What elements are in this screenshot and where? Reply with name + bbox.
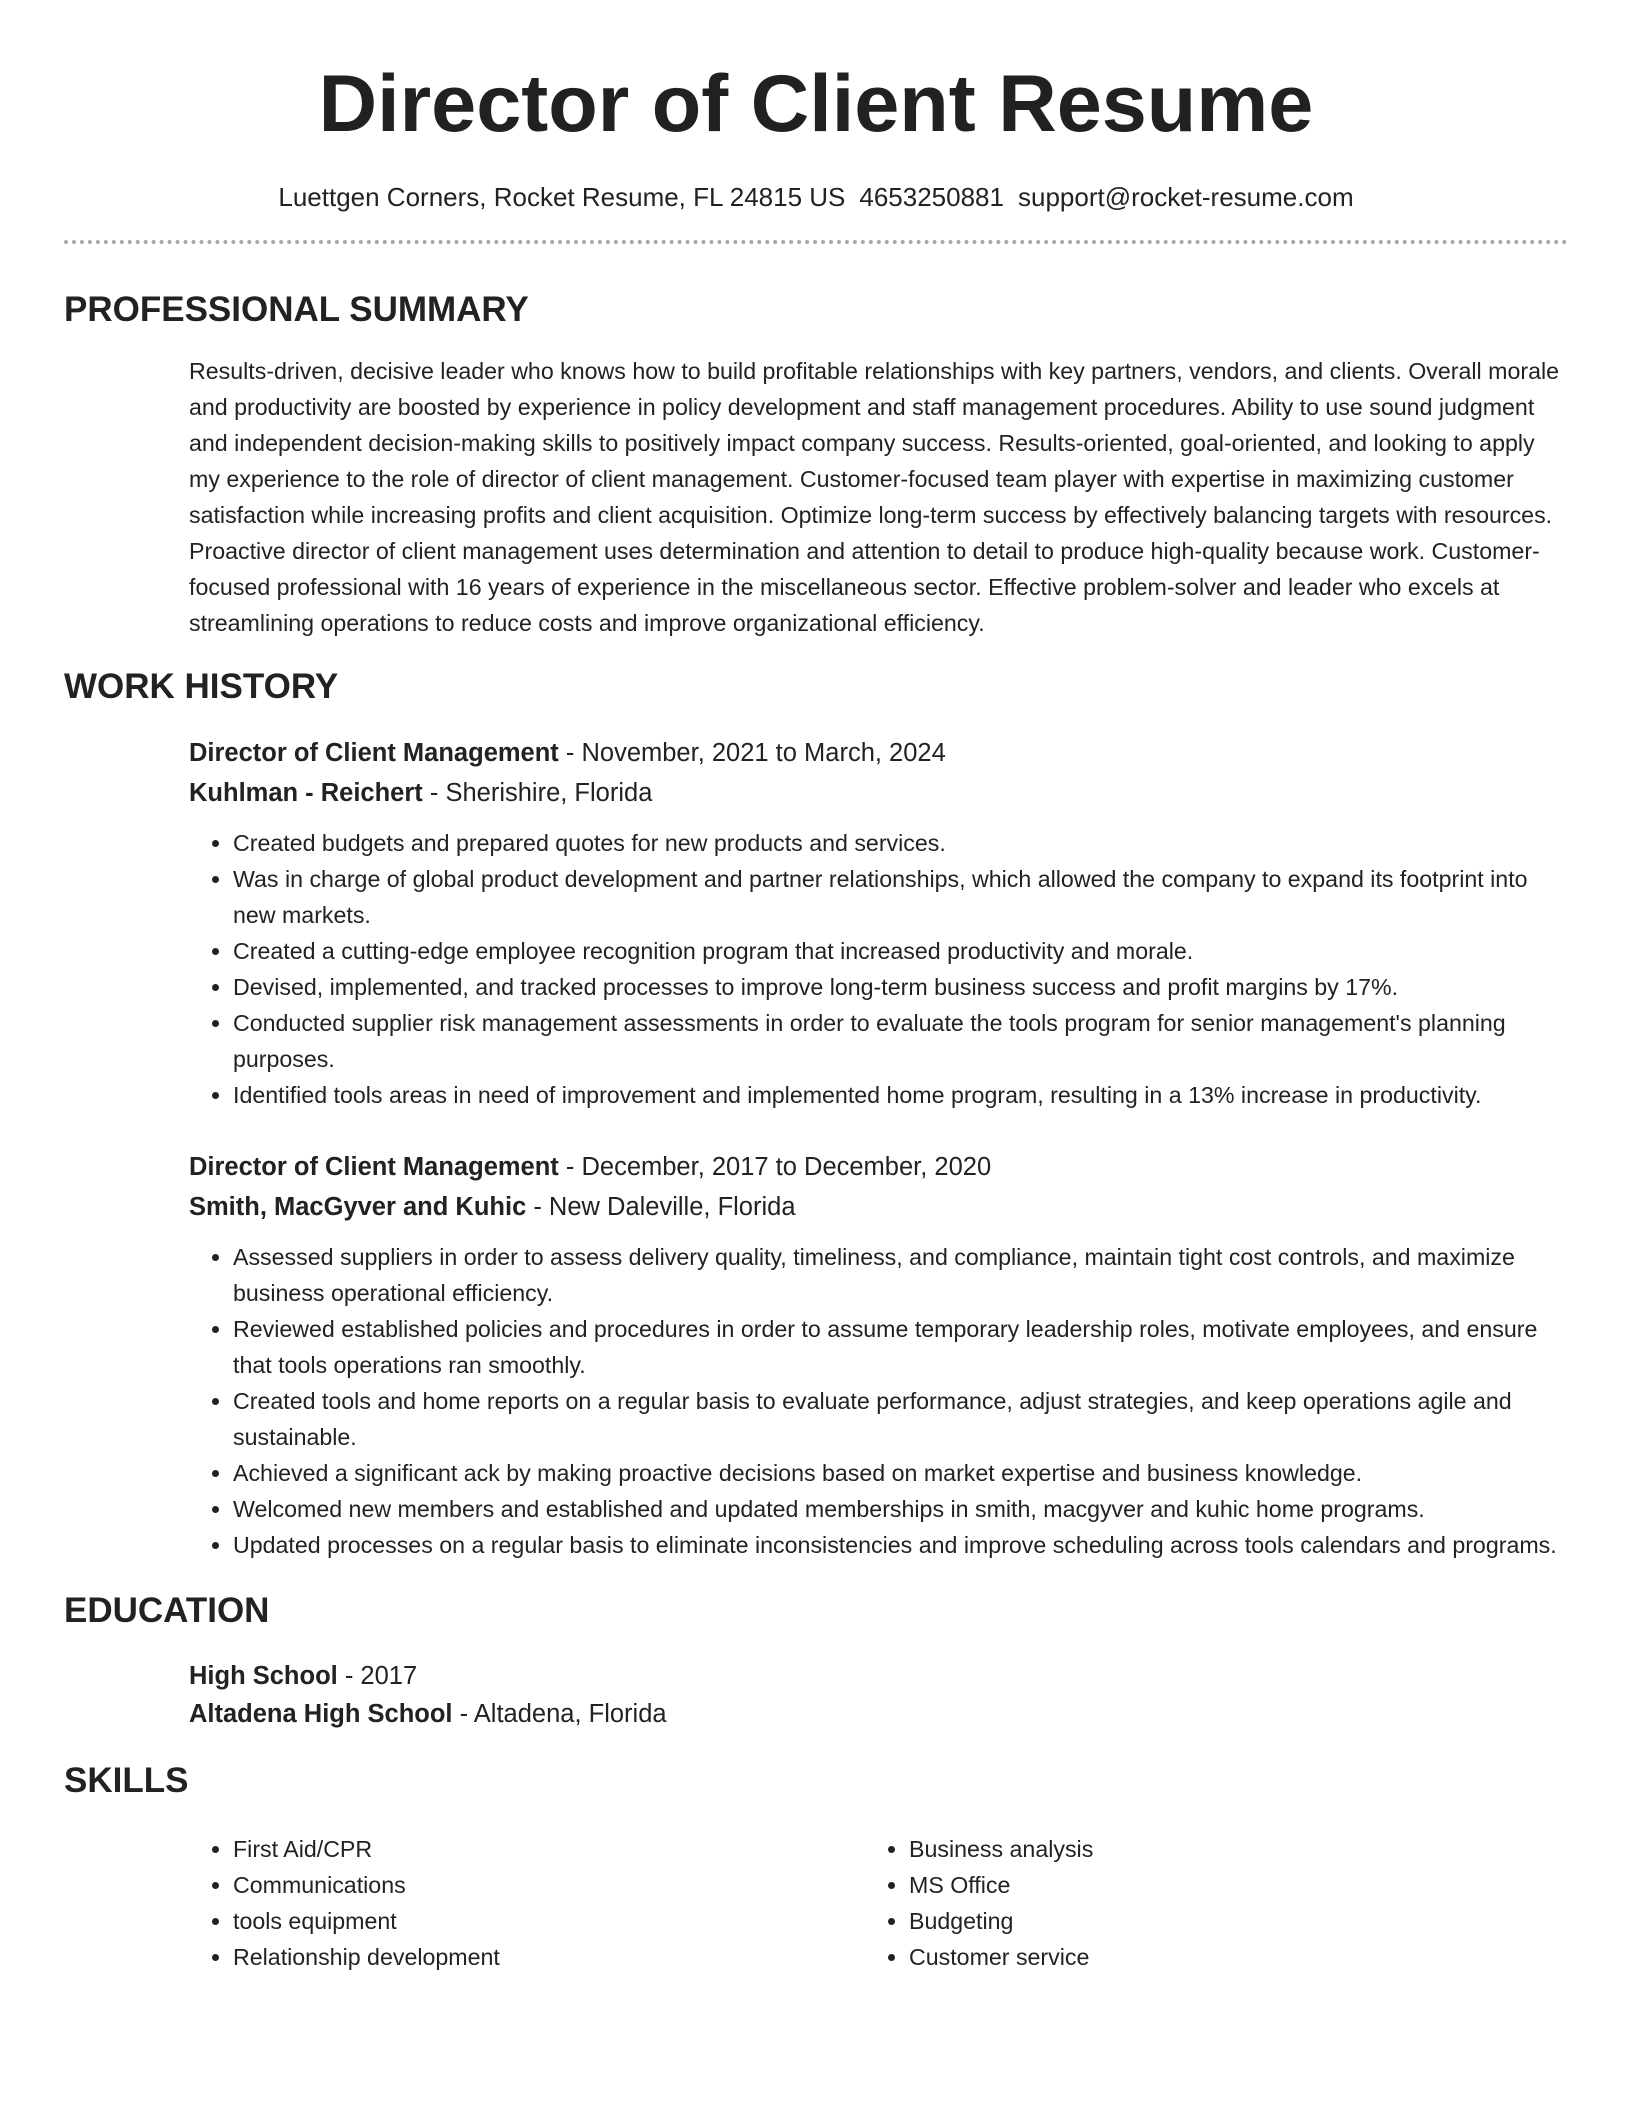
job-bullet: • Was in charge of global product development and partner relationships, which allowed the company to expand its footprint into new markets.: [233, 861, 1560, 933]
education-school-line: [189, 1695, 1560, 1733]
job-title-line: [189, 1147, 1560, 1187]
education-year: - 2017: [337, 1662, 418, 1690]
education-entry: [189, 1657, 1560, 1733]
job-location: - Sherishire, Florida: [422, 779, 653, 807]
job-dates: - November, 2021 to March, 2024: [558, 739, 946, 767]
skill-item: • Relationship development: [233, 1939, 865, 1975]
job-bullet: • Assessed suppliers in order to assess delivery quality, timeliness, and compliance, maintain tight cost controls, and maximize business operational efficiency.: [233, 1239, 1560, 1311]
job-bullet: • Created tools and home reports on a regular basis to evaluate performance, adjust strategies, and keep operations agile and sustainable.: [233, 1383, 1560, 1455]
job-company-line: [189, 1187, 1560, 1227]
summary-text: Results-driven, decisive leader who knows how to build profitable relationships with key partners, vendors, and clients. Overall morale and productivity are boosted by experience in policy development and staff management procedures. Ability to use sound judgment and independent decision-making skills to positively impact company success. Results-oriented, goal-oriented, and looking to apply my experience to the role of director of client management. Customer-focused team player with expertise in maximizing customer satisfaction while increasing profits and client acquisition. Optimize long-term success by effectively balancing targets with resources. Proactive director of client management uses determination and attention to detail to produce high-quality because work. Customer-focused professional with 16 years of experience in the miscellaneous sector. Effective problem-solver and leader who excels at streamlining operations to reduce costs and improve organizational efficiency.: [189, 358, 1560, 636]
education-heading: EDUCATION: [64, 1591, 270, 1630]
contact-email: support@rocket-resume.com: [1017, 182, 1354, 212]
summary-section: [64, 288, 1568, 641]
job-dates: - December, 2017 to December, 2020: [558, 1153, 992, 1181]
job-bullet: • Created a cutting-edge employee recognition program that increased productivity and morale.: [233, 933, 1560, 969]
education-section: [64, 1589, 1568, 1733]
job-bullet: • Devised, implemented, and tracked processes to improve long-term business success and profit margins by 17%.: [233, 969, 1560, 1005]
job-bullet: • Updated processes on a regular basis to eliminate inconsistencies and improve scheduling across tools calendars and programs.: [233, 1527, 1560, 1563]
job-bullet: • Identified tools areas in need of improvement and implemented home program, resulting in a 13% increase in productivity.: [233, 1077, 1560, 1113]
education-school: Altadena High School: [189, 1700, 453, 1728]
job-entry: [189, 733, 1560, 1113]
job-company-line: [189, 773, 1560, 813]
header-divider: [64, 240, 1568, 244]
skill-item: • Budgeting: [909, 1903, 1541, 1939]
skill-item: • Communications: [233, 1867, 865, 1903]
contact-phone: 4653250881: [859, 182, 1004, 212]
education-degree: High School: [189, 1662, 338, 1690]
job-title: Director of Client Management: [189, 739, 559, 767]
job-title-line: [189, 733, 1560, 773]
summary-heading: PROFESSIONAL SUMMARY: [64, 290, 529, 329]
skill-item: • Customer service: [909, 1939, 1541, 1975]
skill-item: • Business analysis: [909, 1831, 1541, 1867]
skills-heading: SKILLS: [64, 1761, 189, 1800]
skills-column-left: [189, 1831, 865, 1975]
job-bullet: • Welcomed new members and established and updated memberships in smith, macgyver and kuhic home programs.: [233, 1491, 1560, 1527]
job-location: - New Daleville, Florida: [526, 1193, 796, 1221]
job-bullet: • Conducted supplier risk management assessments in order to evaluate the tools program for senior management's planning purposes.: [233, 1005, 1560, 1077]
skills-column-right: [865, 1831, 1541, 1975]
job-bullets: [189, 825, 1560, 1113]
contact-line: [64, 180, 1568, 214]
skills-section: [64, 1759, 1568, 1975]
job-title: Director of Client Management: [189, 1153, 559, 1181]
job-bullet: • Reviewed established policies and procedures in order to assume temporary leadership roles, motivate employees, and ensure that tools operations ran smoothly.: [233, 1311, 1560, 1383]
contact-address: Luettgen Corners, Rocket Resume, FL 24815 US: [278, 182, 846, 212]
job-entry: [189, 1147, 1560, 1563]
job-bullets: [189, 1239, 1560, 1563]
skill-item: • tools equipment: [233, 1903, 865, 1939]
skills-grid: [189, 1831, 1560, 1975]
resume-title: Director of Client Resume: [318, 59, 1314, 149]
job-company: Kuhlman - Reichert: [189, 779, 423, 807]
skill-item: • MS Office: [909, 1867, 1541, 1903]
job-company: Smith, MacGyver and Kuhic: [189, 1193, 527, 1221]
education-degree-line: [189, 1657, 1560, 1695]
job-bullet: • Achieved a significant ack by making proactive decisions based on market expertise and business knowledge.: [233, 1455, 1560, 1491]
work-heading: WORK HISTORY: [64, 667, 339, 706]
skill-item: • First Aid/CPR: [233, 1831, 865, 1867]
work-section: [64, 665, 1568, 1563]
education-location: - Altadena, Florida: [452, 1700, 667, 1728]
job-bullet: • Created budgets and prepared quotes for new products and services.: [233, 825, 1560, 861]
